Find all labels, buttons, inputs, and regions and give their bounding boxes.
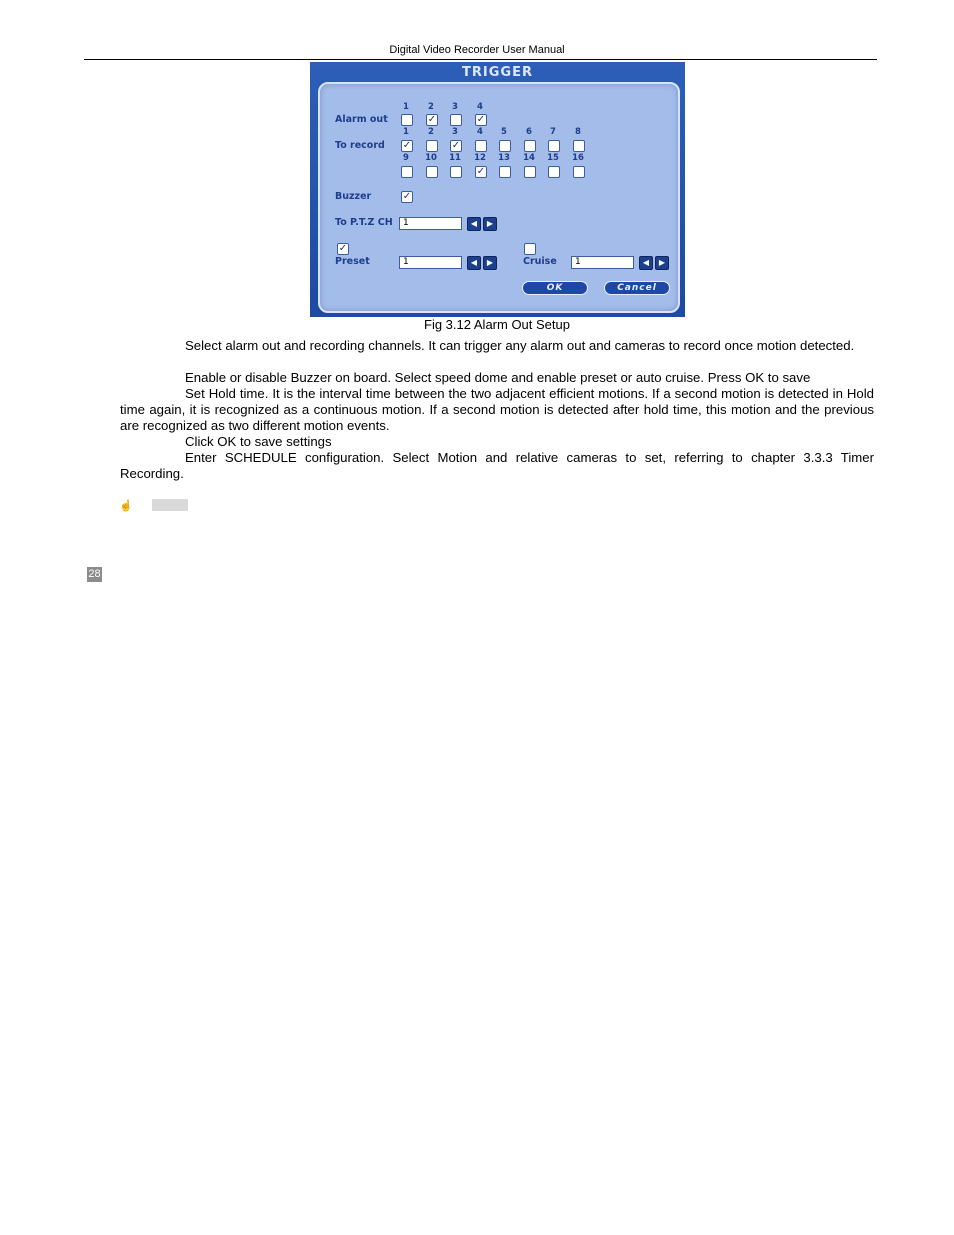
paragraph-5-text: Enter SCHEDULE configuration. Select Motion and relative cameras to set, referring to chapter 3.3.3 Timer Recording. [120, 450, 874, 481]
paragraph-2-text: Enable or disable Buzzer on board. Select speed dome and enable preset or auto cruise. Press OK to save [185, 370, 811, 385]
paragraph-3-text: Set Hold time. It is the interval time between the two adjacent efficient motions. If a second motion is detected in Hold time again, it is recognized as a continuous motion. If a second motion is detected after hold time, this motion and the previous are recognized as two different motion events. [120, 386, 874, 433]
ptz-prev-arrow-icon[interactable]: ◀ [467, 217, 481, 231]
alarm-out-checkbox-3[interactable] [450, 114, 462, 126]
cruise-label: Cruise [523, 256, 557, 267]
record-checkbox-9[interactable] [401, 166, 413, 178]
cruise-next-arrow-icon[interactable]: ▶ [655, 256, 669, 270]
paragraph-3 [120, 386, 874, 434]
record-checkbox-5[interactable] [499, 140, 511, 152]
paragraph-5 [120, 450, 874, 482]
record-checkbox-12[interactable]: ✓ [476, 166, 486, 177]
record-channel-number: 13 [498, 153, 510, 163]
paragraph-4-text: Click OK to save settings [185, 434, 332, 449]
to-record-label: To record [335, 140, 385, 151]
record-channel-number: 11 [449, 153, 461, 163]
dialog-title: TRIGGER [462, 65, 533, 80]
page-number: 28 [88, 568, 101, 580]
alarm-out-number: 4 [477, 102, 483, 112]
record-checkbox-11[interactable] [450, 166, 462, 178]
preset-next-arrow-icon[interactable]: ▶ [483, 256, 497, 270]
alarm-out-number: 2 [428, 102, 434, 112]
cruise-checkbox[interactable] [524, 243, 536, 255]
record-channel-number: 5 [501, 127, 507, 137]
alarm-out-checkbox-1[interactable] [401, 114, 413, 126]
record-checkbox-16[interactable] [573, 166, 585, 178]
record-channel-number: 14 [523, 153, 535, 163]
ok-button[interactable]: OK [522, 281, 588, 295]
preset-label: Preset [335, 256, 370, 267]
record-channel-number: 6 [526, 127, 532, 137]
record-channel-number: 2 [428, 127, 434, 137]
record-checkbox-13[interactable] [499, 166, 511, 178]
ptz-label: To P.T.Z CH [335, 217, 393, 228]
note-label-box [152, 499, 188, 511]
header-title: Digital Video Recorder User Manual [389, 44, 565, 56]
record-checkbox-2[interactable] [426, 140, 438, 152]
paragraph-2 [120, 370, 874, 386]
header-rule [84, 59, 877, 60]
record-channel-number: 4 [477, 127, 483, 137]
record-checkbox-15[interactable] [548, 166, 560, 178]
record-checkbox-8[interactable] [573, 140, 585, 152]
record-channel-number: 16 [572, 153, 584, 163]
buzzer-label: Buzzer [335, 191, 372, 202]
record-channel-number: 7 [550, 127, 556, 137]
record-checkbox-7[interactable] [548, 140, 560, 152]
alarm-out-checkbox-2[interactable]: ✓ [427, 114, 437, 125]
alarm-out-checkbox-4[interactable]: ✓ [476, 114, 486, 125]
dialog-panel [318, 82, 680, 313]
cruise-input[interactable]: 1 [571, 256, 634, 269]
alarm-out-number: 1 [403, 102, 409, 112]
preset-checkbox[interactable]: ✓ [338, 243, 348, 254]
trigger-dialog [310, 62, 685, 317]
preset-prev-arrow-icon[interactable]: ◀ [467, 256, 481, 270]
figure-caption: Fig 3.12 Alarm Out Setup [424, 317, 570, 332]
paragraph-1-text: Select alarm out and recording channels. It can trigger any alarm out and cameras to record once motion detected. [185, 338, 855, 353]
record-channel-number: 3 [452, 127, 458, 137]
paragraph-1 [120, 338, 874, 354]
paragraph-4 [120, 434, 874, 450]
cancel-button[interactable]: Cancel [604, 281, 670, 295]
buzzer-checkbox[interactable]: ✓ [402, 191, 412, 202]
hand-pointer-icon: ☝ [119, 500, 133, 512]
alarm-out-number: 3 [452, 102, 458, 112]
record-checkbox-1[interactable]: ✓ [402, 140, 412, 151]
cruise-prev-arrow-icon[interactable]: ◀ [639, 256, 653, 270]
record-channel-number: 9 [403, 153, 409, 163]
record-channel-number: 12 [474, 153, 486, 163]
ptz-next-arrow-icon[interactable]: ▶ [483, 217, 497, 231]
alarm-out-label: Alarm out [335, 114, 388, 125]
record-channel-number: 10 [425, 153, 437, 163]
record-channel-number: 15 [547, 153, 559, 163]
record-channel-number: 1 [403, 127, 409, 137]
preset-input[interactable]: 1 [399, 256, 462, 269]
record-checkbox-14[interactable] [524, 166, 536, 178]
record-checkbox-6[interactable] [524, 140, 536, 152]
record-checkbox-10[interactable] [426, 166, 438, 178]
record-checkbox-3[interactable]: ✓ [451, 140, 461, 151]
record-channel-number: 8 [575, 127, 581, 137]
record-checkbox-4[interactable] [475, 140, 487, 152]
ptz-channel-input[interactable]: 1 [399, 217, 462, 230]
